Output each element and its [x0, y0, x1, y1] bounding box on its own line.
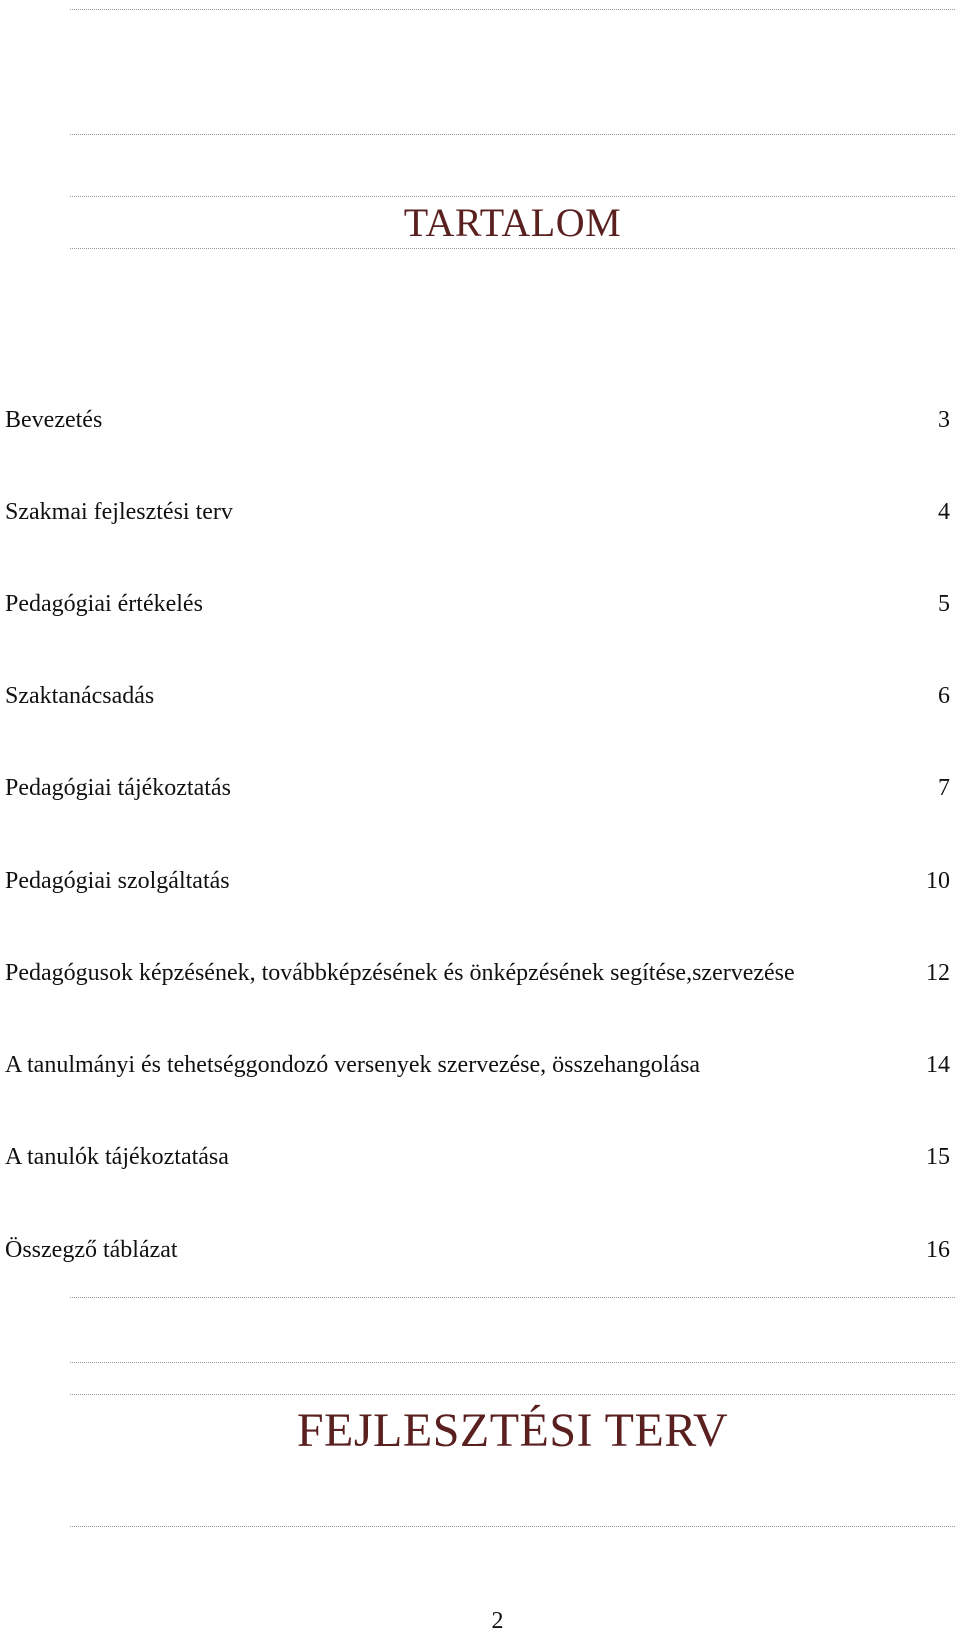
toc-entry-pedagogusok-kepzese[interactable]: [5, 957, 950, 989]
dotted-rule-4: [70, 248, 955, 249]
toc-entry-label: Pedagógusok képzésének, továbbképzésének és önképzésének segítése,szervezése: [5, 960, 795, 986]
toc-title: TARTALOM: [403, 200, 622, 245]
toc-entry-page: 6: [938, 683, 950, 709]
dotted-rule-3: [70, 196, 955, 197]
dotted-rule-2: [70, 134, 955, 135]
dotted-rule-5: [70, 1297, 955, 1298]
toc-entry-versenyek-szervezese[interactable]: [5, 1049, 950, 1081]
dotted-rule-7: [70, 1394, 955, 1395]
toc-entry-label: A tanulók tájékoztatása: [5, 1144, 229, 1170]
toc-entry-pedagogiai-tajekoztatas[interactable]: [5, 772, 950, 804]
toc-entry-label: Pedagógiai tájékoztatás: [5, 775, 231, 801]
toc-entry-page: 16: [926, 1237, 950, 1263]
dotted-rule-1: [70, 9, 955, 10]
toc-entry-label: Pedagógiai értékelés: [5, 591, 203, 617]
toc-entry-label: Bevezetés: [5, 407, 103, 433]
toc-entry-page: 12: [926, 960, 950, 986]
section-title: FEJLESZTÉSI TERV: [296, 1404, 729, 1457]
toc-entry-label: A tanulmányi és tehetséggondozó versenyek szervezése, összehangolása: [5, 1052, 701, 1078]
toc-entry-pedagogiai-ertekeles[interactable]: [5, 588, 950, 620]
toc-entry-szakmai-fejlesztesi-terv[interactable]: [5, 496, 950, 528]
toc-entry-page: 7: [938, 775, 950, 801]
toc-entry-pedagogiai-szolgaltatas[interactable]: [5, 865, 950, 897]
dotted-rule-8: [70, 1526, 955, 1527]
toc-entry-label: Összegző táblázat: [5, 1237, 178, 1263]
toc-entry-osszegzo-tablazat[interactable]: [5, 1234, 950, 1266]
toc-entry-page: 3: [938, 407, 950, 433]
dotted-rule-6: [70, 1362, 955, 1363]
toc-entry-page: 10: [926, 868, 950, 894]
toc-entry-tanulok-tajekoztatasa[interactable]: [5, 1141, 950, 1173]
toc-entry-bevezetes[interactable]: [5, 404, 950, 436]
page-number: 2: [491, 1608, 504, 1634]
toc-entry-page: 4: [938, 499, 950, 525]
toc-entry-page: 5: [938, 591, 950, 617]
toc-entry-label: Szaktanácsadás: [5, 683, 155, 709]
toc-entry-page: 15: [926, 1144, 950, 1170]
toc-entry-label: Szakmai fejlesztési terv: [5, 499, 233, 525]
toc-entry-szaktanacsadas[interactable]: [5, 680, 950, 712]
toc-entry-page: 14: [926, 1052, 950, 1078]
toc-entry-label: Pedagógiai szolgáltatás: [5, 868, 230, 894]
